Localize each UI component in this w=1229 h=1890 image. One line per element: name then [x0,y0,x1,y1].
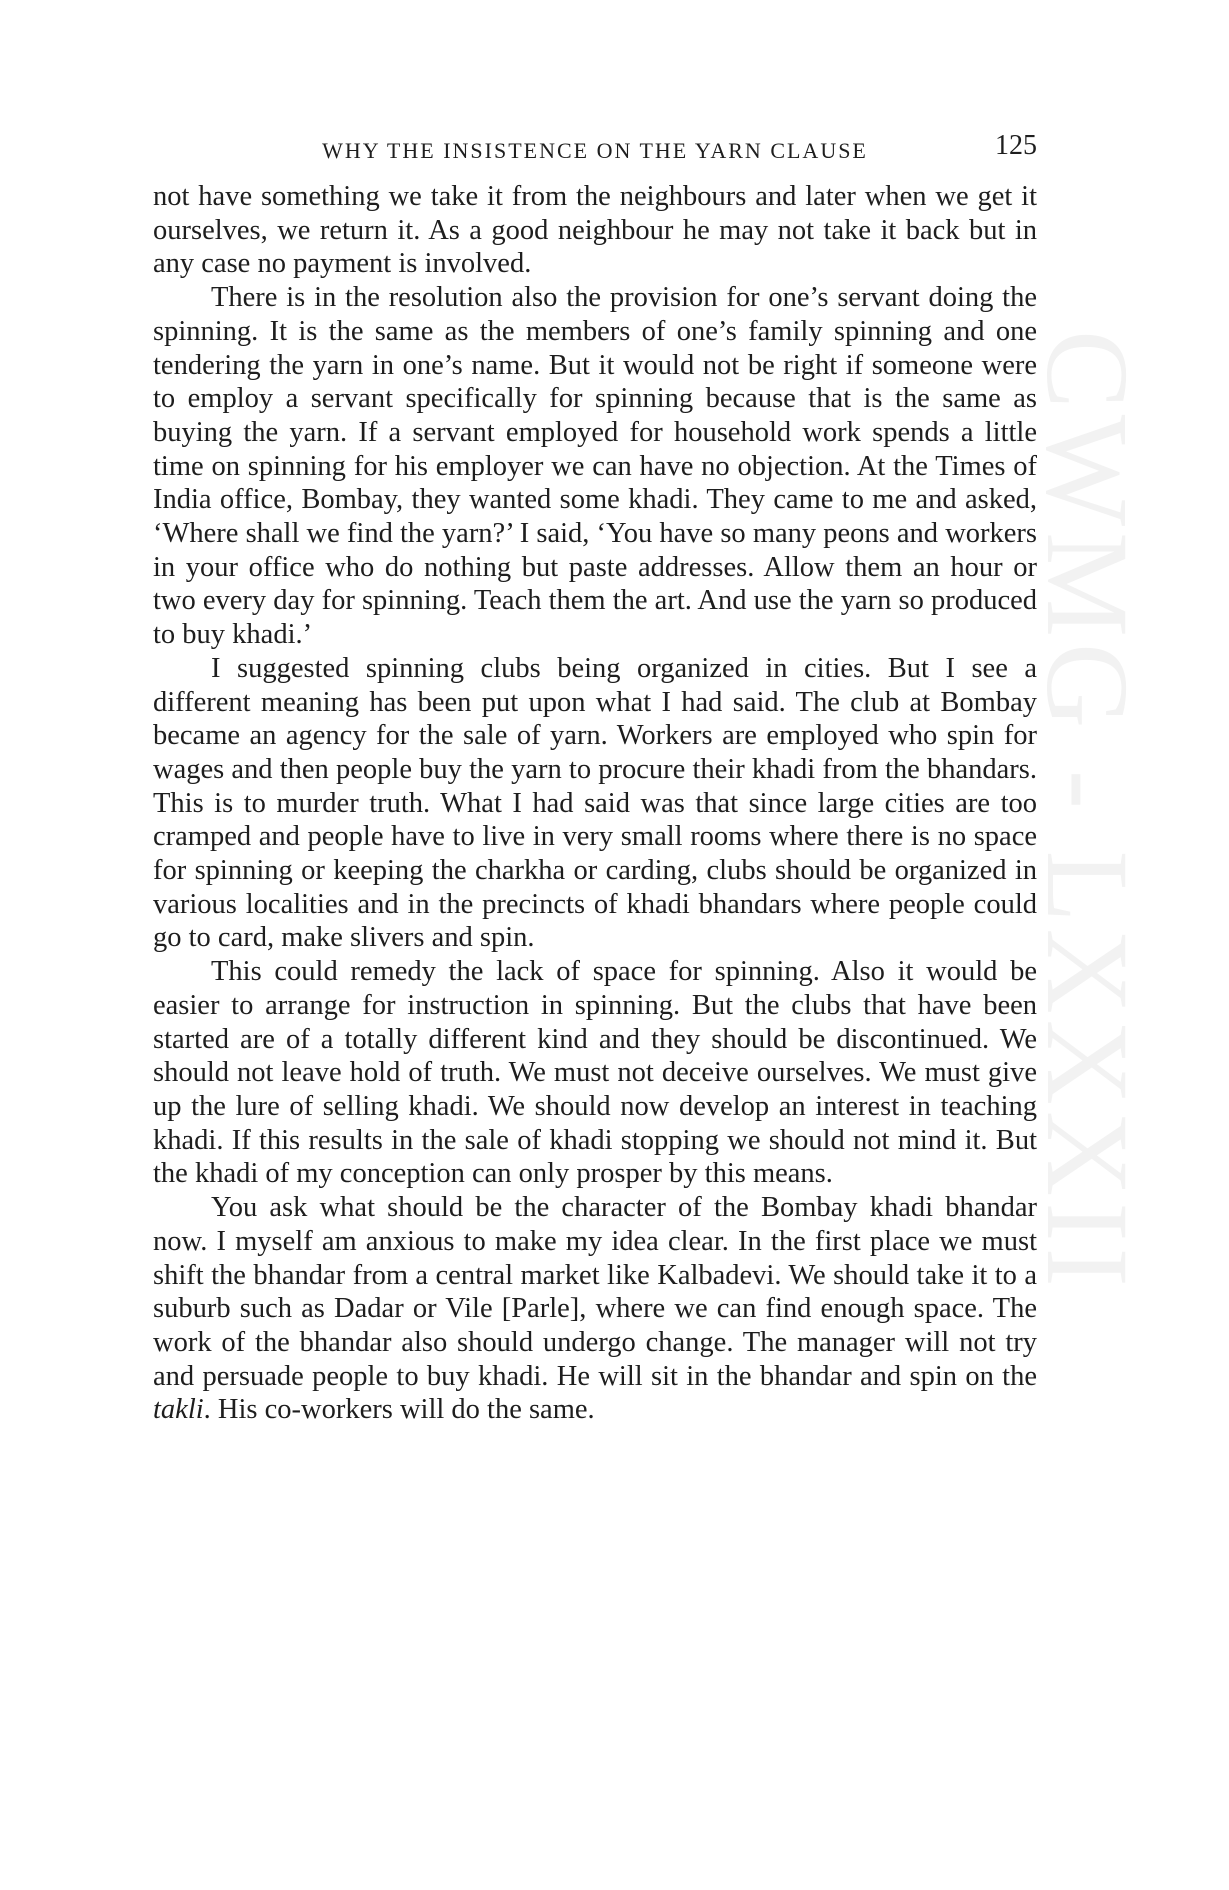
watermark-text: CWMG - LXXXII [1022,330,1153,1293]
paragraph-4: This could remedy the lack of space for spinning. Also it would be easier to arrange for instruction in spinning. But the clubs that have been started are of a totally different kind and they should be discontinued. We should not leave hold of truth. We must not deceive ourselves. We must give up the lure of selling khadi. We should now develop an interest in teaching khadi. If this results in the sale of khadi stopping we should not mind it. But the khadi of my conception can only prosper by this means. [153,956,1037,1190]
paragraph-5-text: You ask what should be the character of the Bombay khadi bhandar now. I myself am anxious to make my idea clear. In the first place we must shift the bhandar from a central market like Kalbadevi. We should take it to a suburb such as Dadar or Vile [Parle], where we can find enough space. The work of the bhandar also should undergo change. The manager will not try and persuade people to buy khadi. He will sit in the bhandar and spin on the [153,1192,1037,1392]
takli-term: takli [153,1394,204,1426]
paragraph-5 [153,1191,1037,1427]
page-number: 125 [995,130,1037,161]
watermark [1022,330,1153,1530]
body-text [153,180,1037,1427]
running-head: WHY THE INSISTENCE ON THE YARN CLAUSE [322,138,868,163]
paragraph-1: not have something we take it from the neighbours and later when we get it ourselves, we return it. As a good neighbour he may not take it back but in any case no payment is involved. [153,181,1037,280]
paragraph-3: I suggested spinning clubs being organized in cities. But I see a different meaning has been put upon what I had said. The club at Bombay became an agency for the sale of yarn. Workers are employed who spin for wages and then people buy the yarn to procure their khadi from the bhandars. This is to murder truth. What I had said was that since large cities are too cramped and people have to live in very small rooms where there is no space for spinning or keeping the charkha or carding, clubs should be organized in various localities and in the precincts of khadi bhandars where people could go to card, make slivers and spin. [153,652,1037,954]
paragraph-2: There is in the resolution also the provision for one’s servant doing the spinning. It is the same as the members of one’s family spinning and one tendering the yarn in one’s name. But it would not be right if someone were to employ a servant specifically for spinning because that is the same as buying the yarn. If a servant employed for household work spends a little time on spinning for his employer we can have no objection. At the Times of India office, Bombay, they wanted some khadi. They came to me and asked, ‘Where shall we find the yarn?’ I said, ‘You have so many peons and workers in your office who do nothing but paste addresses. Allow them an hour or two every day for spinning. Teach them the art. And use the yarn so produced to buy khadi.’ [153,282,1037,651]
paragraph-5-ending: . His co-workers will do the same. [203,1394,595,1426]
